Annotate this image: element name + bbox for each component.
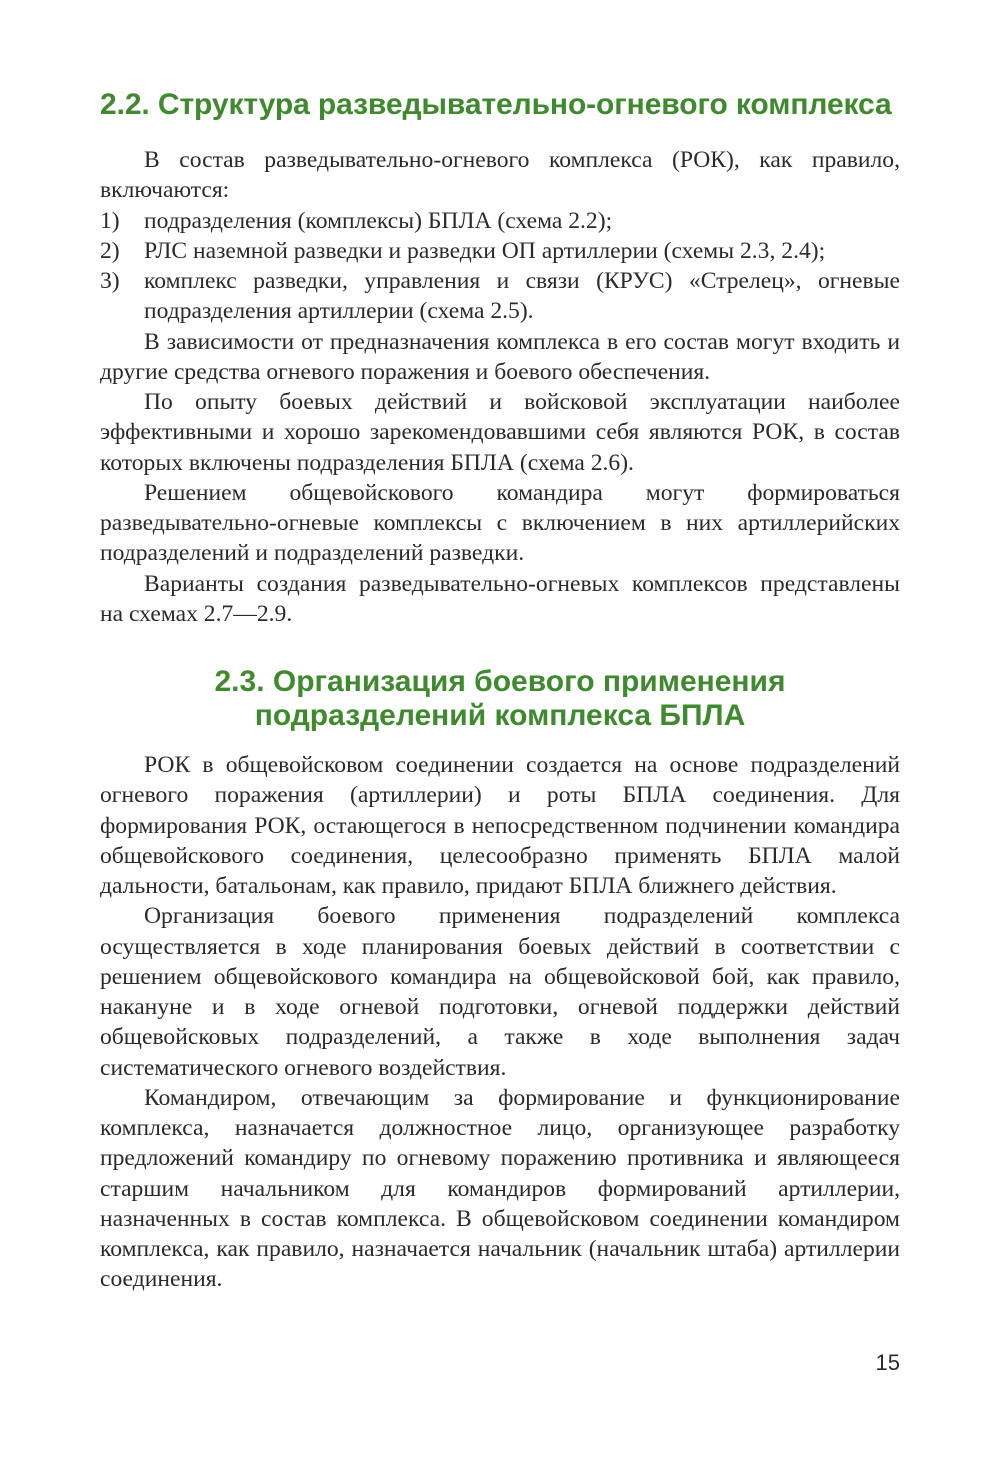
list-item: [100, 236, 900, 266]
paragraph: Командиром, отвечающим за формирование и функционирование комплекса, назначается должностное лицо, организующее разработку предложений командиру по огневому поражению противника и являющееся старшим начальником для командиров формирований артиллерии, назначенных в состав комплекса. В общевойсковом соединении командиром комплекса, как правило, назначается начальник (начальник штаба) артиллерии соединения.: [100, 1084, 900, 1293]
list-item: [100, 266, 900, 327]
paragraph: По опыту боевых действий и войсковой эксплуатации наиболее эффективными и хорошо зарекомендовавшими себя являются РОК, в состав которых включены подразделения БПЛА (схема 2.6).: [100, 389, 900, 476]
paragraph: РОК в общевойсковом соединении создается на основе подразделений огневого поражения (артиллерии) и роты БПЛА соединения. Для формирования РОК, остающегося в непосредственном подчинении командира общевойскового соединения, целесообразно применять БПЛА малой дальности, батальонам, как правило, придают БПЛА ближнего действия.: [100, 752, 900, 899]
heading-line-2: подразделений комплекса БПЛА: [254, 699, 746, 732]
list-text: РЛС наземной разведки и разведки ОП артиллерии (схемы 2.3, 2.4);: [144, 237, 826, 264]
paragraph-intro: В состав разведывательно-огневого комплекса (РОК), как правило, включаются:: [100, 147, 900, 204]
list-text: подразделения (комплексы) БПЛА (схема 2.2);: [144, 207, 613, 234]
paragraph: Решением общевойскового командира могут формироваться разведывательно-огневые комплексы с включением в них артиллерийских подразделений и подразделений разведки.: [100, 479, 900, 567]
paragraph: В зависимости от предназначения комплекса в его состав могут входить и другие средства огневого поражения и боевого обеспечения.: [100, 328, 900, 385]
list-text: комплекс разведки, управления и связи (КРУС) «Стрелец», огневые подразделения артиллерии (схема 2.5).: [144, 268, 900, 325]
section-2-3-heading: [100, 665, 900, 733]
list-number: 1): [100, 207, 120, 234]
page-number: 15: [875, 1350, 900, 1375]
paragraph: Организация боевого применения подразделений комплекса осуществляется в ходе планирования боевых действий в соответствии с решением общевойскового командира на общевойсковой бой, как правило, накануне и в ходе огневой подготовки, огневой поддержки действий общевойсковых подразделений, а также в ходе выполнения задач систематического огневого воздействия.: [100, 903, 900, 1081]
section-2-2-heading: 2.2. Структура разведывательно-огневого комплекса: [100, 88, 892, 121]
heading-line-1: 2.3. Организация боевого применения: [214, 665, 786, 698]
section-2-3-body: [100, 750, 900, 1295]
list-number: 3): [100, 268, 120, 294]
list-number: 2): [100, 237, 120, 264]
list-item: [100, 206, 900, 236]
paragraph: Варианты создания разведывательно-огневых комплексов представлены на схемах 2.7—2.9.: [100, 570, 900, 627]
section-2-2-body: [100, 145, 900, 629]
book-page: [100, 0, 900, 1464]
